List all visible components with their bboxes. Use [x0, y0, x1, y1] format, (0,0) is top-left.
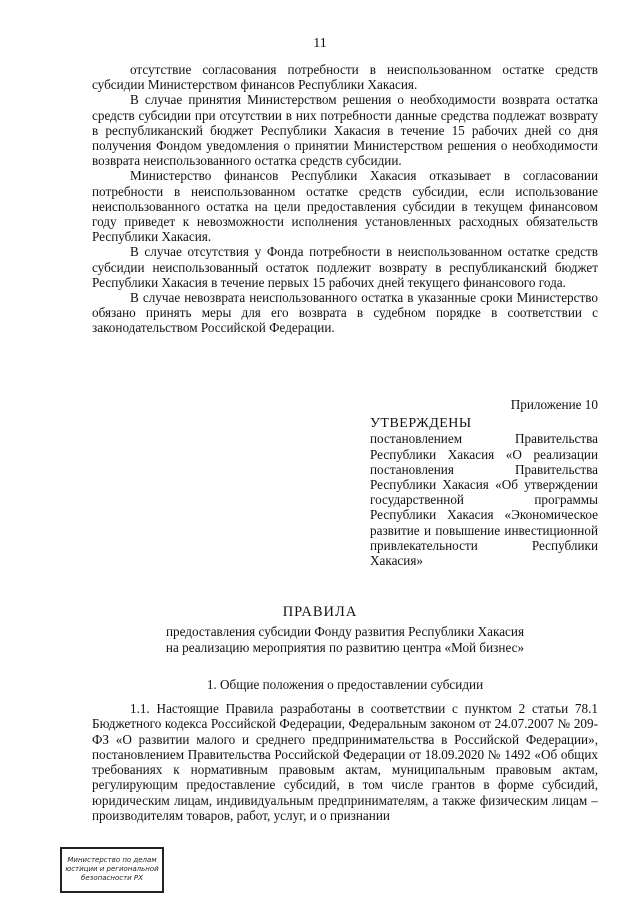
body-paragraph-3: Министерство финансов Республики Хакасия отказывает в согласовании потребности в неиспользованном остатке средств субсидии, если использование неиспользованного остатка на цели предоставления субсидии в текущем финансовом году приведет к невозможности исполнения установленных расходных обязательств Республики Хакасия.: [92, 168, 598, 245]
section-body: [92, 701, 598, 823]
rules-subtitle: [92, 624, 598, 655]
rules-title: ПРАВИЛА: [282, 604, 358, 620]
appendix-block: [370, 397, 598, 568]
body-paragraph-2: В случае принятия Министерством решения о необходимости возврата остатка средств субсидии при отсутствии в них потребности данные средства подлежат возврату в республиканский бюджет Республики Хакасия в течение 15 рабочих дней со дня получения Фондом уведомления о принятии Министерством решения о необходимости возврата неиспользованного остатка средств субсидии.: [92, 92, 598, 169]
body-paragraph-4: В случае отсутствия у Фонда потребности в неиспользованном остатке средств субсидии неиспользованный остаток подлежит возврату в республиканский бюджет Республики Хакасия в течение первых 15 рабочих дней текущего финансового года.: [92, 244, 598, 290]
stamp-line-3: безопасности РХ: [81, 874, 143, 882]
approved-text: постановлением Правительства Республики Хакасия «О реализации постановления Правительства Республики Хакасия «Об утверждении государственной программы Республики Хакасия «Экономическое развитие и повышение инвестиционной привлекательности Республики Хакасия»: [370, 431, 598, 569]
stamp-line-2: юстиции и региональной: [65, 865, 159, 873]
rules-subtitle-line-1: предоставления субсидии Фонду развития Республики Хакасия: [165, 624, 525, 639]
page-number: 11: [313, 36, 327, 51]
rules-subtitle-line-2: на реализацию мероприятия по развитию центра «Мой бизнес»: [165, 639, 525, 655]
section-title: 1. Общие положения о предоставлении субсидии: [206, 677, 484, 692]
section-paragraph: 1.1. Настоящие Правила разработаны в соответствии с пунктом 2 статьи 78.1 Бюджетного кодекса Российской Федерации, Федеральным законом от 24.07.2007 № 209-ФЗ «О развитии малого и среднего предпринимательства в Российской Федерации», постановлением Правительства Российской Федерации от 18.09.2020 № 1492 «Об общих требованиях к нормативным правовым актам, муниципальным правовым актам, регулирующим предоставление субсидий, в том числе грантов в форме субсидий, юридическим лицам, индивидуальным предпринимателям, а также физическим лицам – производителям товаров, работ, услуг, и о признании: [92, 701, 598, 824]
approved-heading: УТВЕРЖДЕНЫ: [370, 416, 472, 432]
body-paragraph-1: отсутствие согласования потребности в неиспользованном остатке средств субсидии Министерством финансов Республики Хакасия.: [92, 62, 598, 93]
appendix-number: Приложение 10: [510, 397, 598, 412]
body-text: [92, 62, 598, 336]
registration-stamp: [60, 847, 164, 893]
stamp-line-1: Министерство по делам: [67, 856, 157, 864]
body-paragraph-5: В случае невозврата неиспользованного остатка в указанные сроки Министерство обязано принять меры для его возврата в судебном порядке в соответствии с законодательством Российской Федерации.: [92, 290, 598, 336]
